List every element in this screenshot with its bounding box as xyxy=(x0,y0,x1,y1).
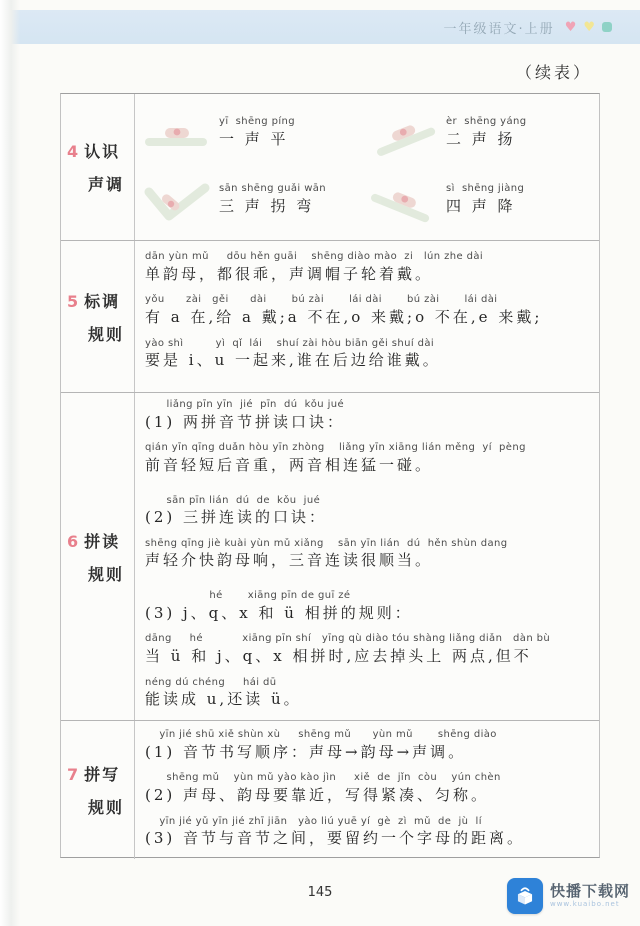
hanzi-line: (3) j、q、x 和 ü 相拼的规则： xyxy=(145,603,413,622)
car-rising-road-illustration xyxy=(368,111,440,157)
row-title-line2: 规则 xyxy=(88,564,125,584)
row-number: 5 xyxy=(67,291,81,311)
tone-marking-content xyxy=(135,241,599,392)
hanzi-line: 声轻介快韵母响，三音连读很顺当。 xyxy=(145,551,434,570)
hanzi-line: (1) 两拼音节拼读口诀： xyxy=(145,412,346,431)
watermark-site-url: www.kuaibo.net xyxy=(549,900,620,909)
row-title-line1: 拼读 xyxy=(84,531,121,551)
tone2-pinyin: èr shēng yáng xyxy=(446,115,527,127)
hanzi-line: (2) 声母、韵母要靠近，写得紧凑、匀称。 xyxy=(145,785,490,804)
row-title-line1: 认识 xyxy=(84,142,121,161)
watermark-site-name: 快播下载网 xyxy=(549,881,630,900)
text-line xyxy=(145,399,591,433)
download-box-icon xyxy=(507,878,543,914)
tone1-hanzi: 一 声 平 xyxy=(219,130,289,149)
pinyin-rules-table xyxy=(60,93,600,858)
car-falling-road-illustration xyxy=(368,178,440,224)
pinyin-line: néng dú chéng hái dū xyxy=(145,676,277,688)
hanzi-line: 当 ü 和 j、q、x 相拼时,应去掉头上 两点,但不 xyxy=(145,646,532,665)
row-title-line1: 拼写 xyxy=(84,765,121,784)
row-label-pinread-rules xyxy=(61,393,135,720)
hanzi-line: 能读成 u,还读 ü。 xyxy=(145,690,302,708)
row-title-line2: 规则 xyxy=(88,324,125,344)
pinyin-line: hé xiāng pīn de guī zé xyxy=(145,590,351,601)
teal-dot-icon xyxy=(602,22,612,32)
row-label-recognize-tones xyxy=(61,94,135,240)
text-line xyxy=(145,633,591,667)
table-row xyxy=(61,94,599,241)
pinyin-line: dāng hé xiāng pīn shí yīng qù diào tóu shàng liǎng diǎn dàn bù xyxy=(145,633,551,645)
text-line xyxy=(145,772,591,806)
continued-table-label: （续表） xyxy=(515,63,592,82)
heart-icon: ♥ xyxy=(564,19,577,35)
pinyin-line: sān pīn lián dú de kǒu jué xyxy=(145,494,321,506)
row-label-spelling-rules xyxy=(61,721,135,859)
tone4-hanzi: 四 声 降 xyxy=(446,197,516,216)
pinyin-line: qián yīn qīng duǎn hòu yīn zhòng liǎng yīn xiāng lián měng yí pèng xyxy=(145,442,526,454)
car-flat-road-illustration xyxy=(141,111,213,157)
tone3-hanzi: 三 声 拐 弯 xyxy=(219,197,315,216)
car-bending-road-illustration xyxy=(141,178,213,224)
pinyin-line: yīn jié shū xiě shùn xù shēng mǔ yùn mǔ shēng diào xyxy=(145,729,497,740)
row-label-tone-marking-rules xyxy=(61,241,135,392)
hanzi-line: (2) 三拼连读的口诀： xyxy=(145,508,328,526)
hanzi-line: 要是 i、u 一起来,谁在后边给谁戴。 xyxy=(145,351,441,369)
row-number: 4 xyxy=(67,142,81,161)
tone-item-3 xyxy=(141,167,368,234)
hanzi-line: 有 a 在,给 a 戴;a 不在,o 来戴;o 不在,e 来戴; xyxy=(145,307,543,326)
text-line xyxy=(145,495,591,529)
text-line xyxy=(145,729,591,763)
pinread-content xyxy=(135,393,599,720)
text-line xyxy=(145,816,591,850)
tone-grid xyxy=(135,94,599,240)
text-line xyxy=(145,294,589,328)
pinyin-line: shēng qīng jiè kuài yùn mǔ xiǎng sān yīn lián dú hěn shùn dang xyxy=(145,537,508,549)
row-title-line2: 声调 xyxy=(88,175,125,194)
header-decoration-icons xyxy=(565,21,612,34)
text-line xyxy=(145,251,589,285)
heart-yellow-icon: ♥ xyxy=(583,19,595,35)
page-number: 145 xyxy=(307,885,333,900)
text-line xyxy=(145,590,591,624)
tone-item-1 xyxy=(141,100,368,167)
tones-content xyxy=(135,94,599,240)
tone4-pinyin: sì shēng jiàng xyxy=(446,182,525,194)
tone3-pinyin: sān shēng guǎi wān xyxy=(219,182,327,194)
tone2-hanzi: 二 声 扬 xyxy=(446,130,516,149)
spelling-content xyxy=(135,721,599,859)
text-line xyxy=(145,538,591,572)
text-line xyxy=(145,677,591,711)
row-title-line1: 标调 xyxy=(84,291,121,311)
hanzi-line: 前音轻短后音重，两音相连猛一碰。 xyxy=(145,455,434,474)
hanzi-line: (3) 音节与音节之间，要留约一个字母的距离。 xyxy=(145,829,526,847)
pinyin-line: yào shì yì qǐ lái shuí zài hòu biān gěi shuí dài xyxy=(145,337,435,349)
text-line xyxy=(145,338,589,372)
tone-item-4 xyxy=(368,167,595,234)
pinyin-line: yīn jié yǔ yīn jié zhī jiān yào liú yuē yí gè zì mǔ de jù lí xyxy=(145,815,482,827)
tone-item-2 xyxy=(368,100,595,167)
pinyin-line: shēng mǔ yùn mǔ yào kào jìn xiě de jǐn còu yún chèn xyxy=(145,772,501,784)
site-watermark xyxy=(507,878,630,914)
page-header-band xyxy=(0,10,640,44)
pinyin-line: dān yùn mǔ dōu hěn guāi shēng diào mào zi lún zhe dài xyxy=(145,251,484,262)
row-title-line2: 规则 xyxy=(88,798,125,817)
table-row xyxy=(61,393,599,721)
pinyin-line: liǎng pīn yīn jié pīn dú kǒu jué xyxy=(145,399,345,410)
table-row xyxy=(61,721,599,859)
pinyin-line: yǒu zài gěi dài bú zài lái dài bú zài lái dài xyxy=(145,294,498,306)
hanzi-line: (1) 音节书写顺序：声母→韵母→声调。 xyxy=(145,742,467,761)
book-title: 一年级语文·上册 xyxy=(443,21,555,37)
row-number: 7 xyxy=(67,765,81,784)
table-row xyxy=(61,241,599,393)
tone1-pinyin: yī shēng píng xyxy=(219,115,296,127)
hanzi-line: 单韵母，都很乖，声调帽子轮着戴。 xyxy=(145,264,434,283)
row-number: 6 xyxy=(67,531,81,551)
text-line xyxy=(145,442,591,476)
